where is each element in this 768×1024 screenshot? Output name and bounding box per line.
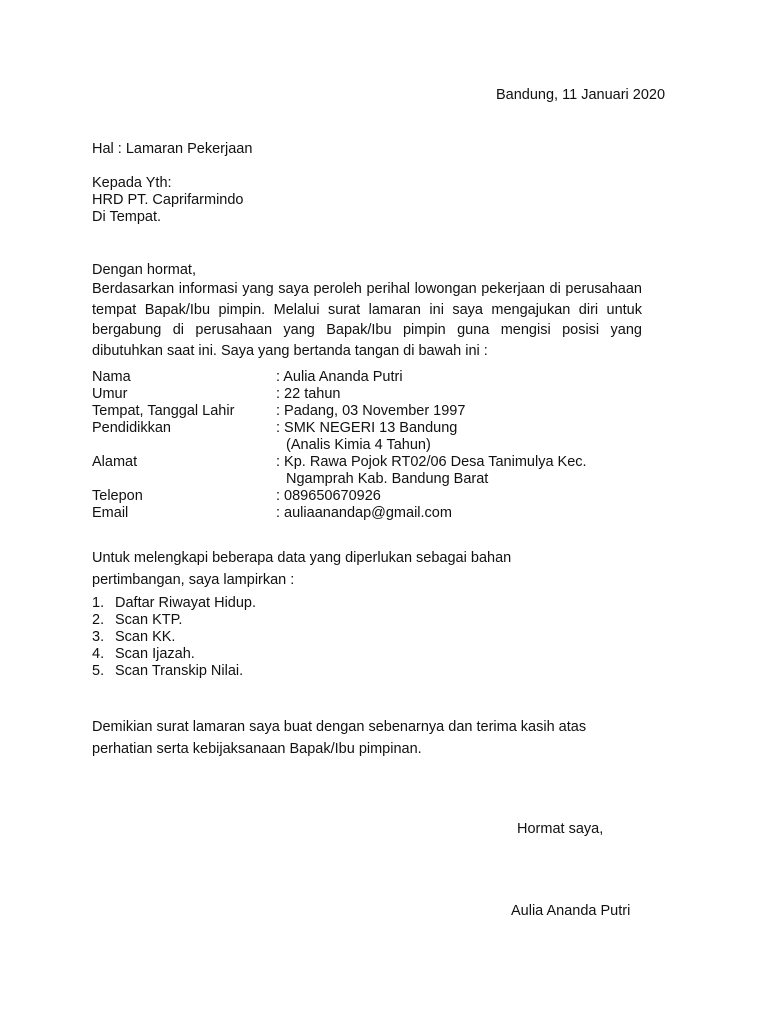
recipient-company: HRD PT. Caprifarmindo: [92, 192, 244, 208]
list-number: 3.: [92, 629, 105, 645]
letter-date: Bandung, 11 Januari 2020: [496, 87, 666, 103]
detail-label: Nama: [92, 369, 131, 385]
detail-value: : 22 tahun: [276, 386, 341, 402]
detail-label: Pendidikkan: [92, 420, 171, 436]
detail-value: : 089650670926: [276, 488, 381, 504]
letter-subject: Hal : Lamaran Pekerjaan: [92, 141, 253, 157]
list-item: [92, 646, 256, 663]
list-number: 4.: [92, 646, 105, 662]
regards: Hormat saya,: [517, 821, 604, 837]
list-number: 5.: [92, 663, 105, 679]
detail-row: [92, 386, 587, 403]
list-item: [92, 629, 256, 646]
greeting: Dengan hormat,: [92, 262, 196, 278]
detail-value-continued: (Analis Kimia 4 Tahun): [286, 437, 431, 453]
list-text: Scan KTP.: [115, 612, 183, 628]
recipient-location: Di Tempat.: [92, 209, 162, 225]
list-item: [92, 595, 256, 612]
detail-label: Telepon: [92, 488, 143, 504]
detail-label: Email: [92, 505, 129, 521]
detail-row: [92, 454, 587, 488]
list-item: [92, 612, 256, 629]
detail-label: Umur: [92, 386, 128, 402]
detail-label: Alamat: [92, 454, 138, 470]
detail-value-continued: Ngamprah Kab. Bandung Barat: [286, 471, 489, 487]
list-number: 2.: [92, 612, 105, 628]
detail-value: : Padang, 03 November 1997: [276, 403, 466, 419]
detail-row: [92, 403, 587, 420]
detail-row: [92, 369, 587, 386]
detail-row: [92, 420, 587, 454]
list-text: Scan Transkip Nilai.: [115, 663, 244, 679]
detail-value: : Aulia Ananda Putri: [276, 369, 403, 385]
list-text: Daftar Riwayat Hidup.: [115, 595, 257, 611]
applicant-details: [92, 369, 587, 522]
detail-row: [92, 505, 587, 522]
recipient-line: Kepada Yth:: [92, 175, 172, 191]
detail-value: : SMK NEGERI 13 Bandung (Analis Kimia 4 Tahun): [276, 420, 458, 453]
closing-paragraph: Demikian surat lamaran saya buat dengan sebenarnya dan terima kasih atas perhatian serta kebijaksanaan Bapak/Ibu pimpinan.: [92, 719, 587, 757]
detail-value: : auliaanandap@gmail.com: [276, 505, 452, 521]
attachments-intro: Untuk melengkapi beberapa data yang diperlukan sebagai bahan pertimbangan, saya lampirkan :: [92, 550, 512, 588]
list-item: [92, 663, 256, 680]
list-number: 1.: [92, 595, 105, 611]
recipient-block: [92, 175, 244, 226]
detail-row: [92, 488, 587, 505]
list-text: Scan Ijazah.: [115, 646, 195, 662]
signer-name: Aulia Ananda Putri: [511, 903, 631, 919]
attachments-list: [92, 595, 256, 680]
opening-paragraph: Berdasarkan informasi yang saya peroleh perihal lowongan pekerjaan di perusahaan tempat Bapak/Ibu pimpin. Melalui surat lamaran ini saya mengajukan diri untuk bergabung di perusahaan yang Bapak/Ibu pimpin guna mengisi posisi yang dibutuhkan saat ini. Saya yang bertanda tangan di bawah ini :: [92, 281, 642, 359]
detail-label: Tempat, Tanggal Lahir: [92, 403, 235, 419]
list-text: Scan KK.: [115, 629, 176, 645]
detail-value: : Kp. Rawa Pojok RT02/06 Desa Tanimulya Kec. Ngamprah Kab. Bandung Barat: [276, 454, 587, 487]
